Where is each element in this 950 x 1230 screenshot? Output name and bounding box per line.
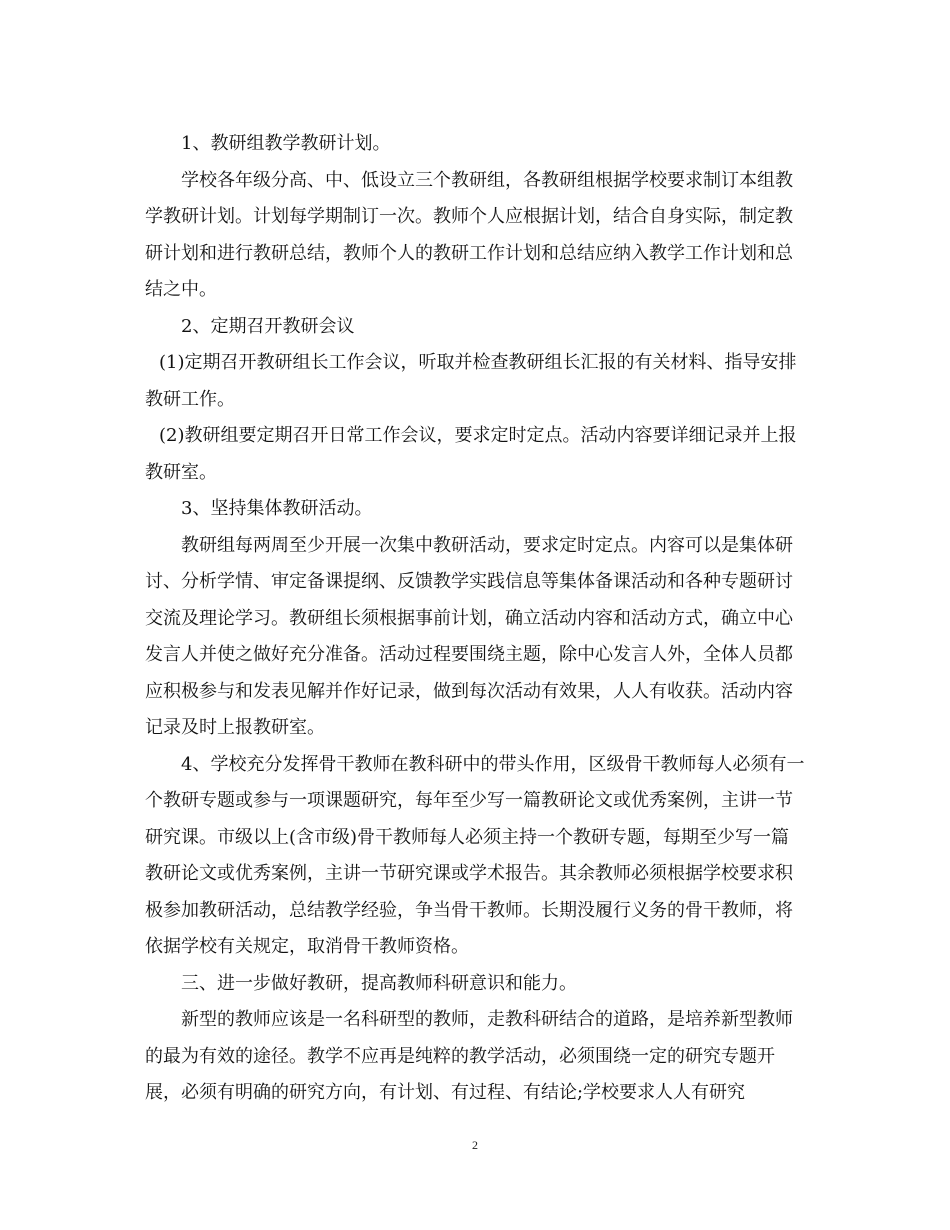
section-heading-plan: 1、教研组教学教研计划。	[181, 133, 391, 154]
section-heading-collective: 3、坚持集体教研活动。	[181, 498, 373, 519]
page-number: 2	[472, 1138, 478, 1152]
section-heading-research: 三、进一步做好教研，提高教师科研意识和能力。	[181, 972, 577, 994]
section-heading-meetings: 2、定期召开教研会议	[181, 315, 355, 337]
paragraph-plan-details: 学校各年级分高、中、低设立三个教研组，各教研组根据学校要求制订本组教学教研计划。计划每学期制订一次。教师个人应根据计划，结合自身实际，制定教研计划和进行教研总结，教师个人的教研工作计划和总结应纳入教学工作计划和总结之中。	[145, 169, 793, 300]
list-item-meeting-1: (1)定期召开教研组长工作会议，听取并检查教研组长汇报的有关材料、指导安排教研工作。	[145, 352, 797, 410]
paragraph-backbone-teachers: 4、学校充分发挥骨干教师在教科研中的带头作用，区级骨干教师每人必须有一个教研专题或参与一项课题研究，每年至少写一篇教研论文或优秀案例，主讲一节研究课。市级以上(含市级)骨干教师每人必须主持一个教研专题，每期至少写一篇教研论文或优秀案例，主讲一节研究课或学术报告。其余教师必须根据学校要求积极参加教研活动，总结教学经验，争当骨干教师。长期没履行义务的骨干教师，将依据学校有关规定，取消骨干教师资格。	[145, 753, 805, 957]
document-body	[145, 126, 805, 1112]
paragraph-collective-details: 教研组每两周至少开展一次集中教研活动，要求定时定点。内容可以是集体研讨、分析学情、审定备课提纲、反馈教学实践信息等集体备课活动和各种专题研讨交流及理论学习。教研组长须根据事前计划，确立活动内容和活动方式，确立中心发言人并使之做好充分准备。活动过程要围绕主题，除中心发言人外，全体人员都应积极参与和发表见解并作好记录，做到每次活动有效果，人人有收获。活动内容记录及时上报教研室。	[145, 534, 793, 738]
paragraph-research-details: 新型的教师应该是一名科研型的教师，走教科研结合的道路，是培养新型教师的最为有效的途径。教学不应再是纯粹的教学活动，必须围绕一定的研究专题开展，必须有明确的研究方向，有计划、有过程、有结论;学校要求人人有研究	[145, 1009, 793, 1103]
list-item-meeting-2: (2)教研组要定期召开日常工作会议，要求定时定点。活动内容要详细记录并上报教研室。	[145, 425, 797, 483]
